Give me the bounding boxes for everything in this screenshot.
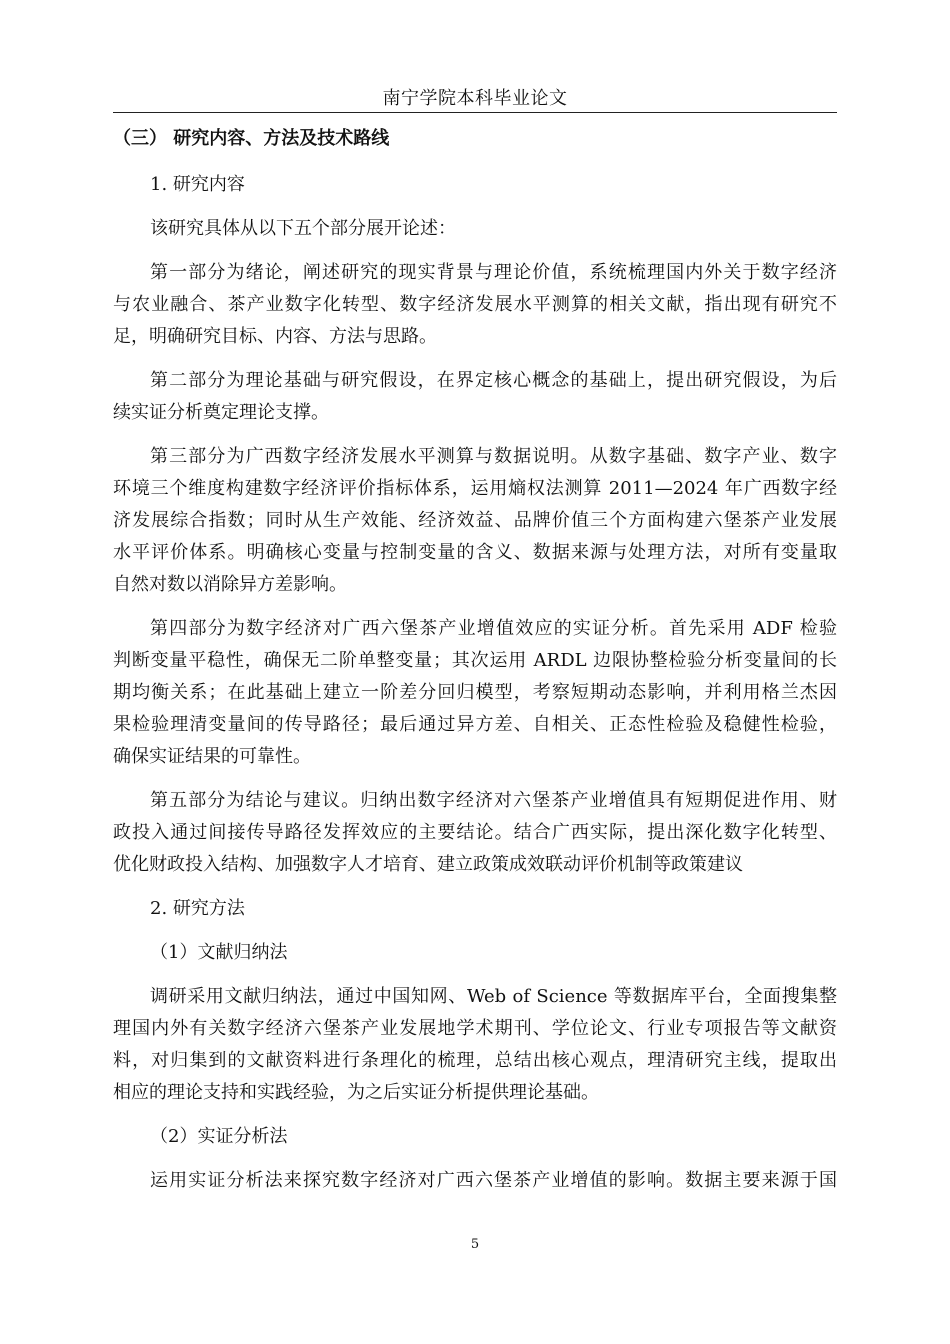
subheading-research-methods: 2. 研究方法 xyxy=(150,898,245,919)
paragraph-line: 与农业融合、茶产业数字化转型、数字经济发展水平测算的相关文献，指出现有研究不 xyxy=(113,294,837,315)
paragraph-line: 第一部分为绪论，阐述研究的现实背景与理论价值，系统梳理国内外关于数字经济 xyxy=(150,262,837,283)
intro-sentence: 该研究具体从以下五个部分展开论述： xyxy=(150,218,456,239)
paragraph-line: 环境三个维度构建数字经济评价指标体系，运用熵权法测算 2011—2024 年广西数字经 xyxy=(113,478,837,499)
section-heading: （三） 研究内容、方法及技术路线 xyxy=(113,128,390,149)
running-header: 南宁学院本科毕业论文 xyxy=(382,88,568,109)
paragraph-line: 调研采用文献归纳法，通过中国知网、Web of Science 等数据库平台，全面搜集整 xyxy=(150,986,837,1007)
paragraph-line: 自然对数以消除异方差影响。 xyxy=(113,574,347,595)
paragraph-line: 确保实证结果的可靠性。 xyxy=(113,746,311,767)
paragraph-line: 理国内外有关数字经济六堡茶产业发展地学术期刊、学位论文、行业专项报告等文献资 xyxy=(113,1018,837,1039)
paragraph-line: 足，明确研究目标、内容、方法与思路。 xyxy=(113,326,437,347)
paragraph-line: 期均衡关系；在此基础上建立一阶差分回归模型，考察短期动态影响，并利用格兰杰因 xyxy=(113,682,837,703)
subheading-research-content: 1. 研究内容 xyxy=(150,174,245,195)
paragraph-line: 判断变量平稳性，确保无二阶单整变量；其次运用 ARDL 边限协整检验分析变量间的长 xyxy=(113,650,837,671)
paragraph-line: 料，对归集到的文献资料进行条理化的梳理，总结出核心观点，理清研究主线，提取出 xyxy=(113,1050,837,1071)
paragraph-line: 政投入通过间接传导路径发挥效应的主要结论。结合广西实际，提出深化数字化转型、 xyxy=(113,822,837,843)
paragraph-line: 第二部分为理论基础与研究假设，在界定核心概念的基础上，提出研究假设，为后 xyxy=(150,370,837,391)
paragraph-line: 第五部分为结论与建议。归纳出数字经济对六堡茶产业增值具有短期促进作用、财 xyxy=(150,790,837,811)
page-number: 5 xyxy=(470,1237,480,1252)
subheading-empirical-method: （2）实证分析法 xyxy=(150,1126,288,1147)
paragraph-line: 续实证分析奠定理论支撑。 xyxy=(113,402,329,423)
paragraph-line: 水平评价体系。明确核心变量与控制变量的含义、数据来源与处理方法，对所有变量取 xyxy=(113,542,837,563)
paragraph-line: 第三部分为广西数字经济发展水平测算与数据说明。从数字基础、数字产业、数字 xyxy=(150,446,837,467)
paragraph-line: 第四部分为数字经济对广西六堡茶产业增值效应的实证分析。首先采用 ADF 检验 xyxy=(150,618,837,639)
paragraph-line: 运用实证分析法来探究数字经济对广西六堡茶产业增值的影响。数据主要来源于国 xyxy=(150,1170,837,1191)
paragraph-line: 果检验理清变量间的传导路径；最后通过异方差、自相关、正态性检验及稳健性检验， xyxy=(113,714,837,735)
header-divider xyxy=(113,112,837,113)
paragraph-line: 相应的理论支持和实践经验，为之后实证分析提供理论基础。 xyxy=(113,1082,599,1103)
subheading-literature-method: （1）文献归纳法 xyxy=(150,942,288,963)
paragraph-line: 济发展综合指数；同时从生产效能、经济效益、品牌价值三个方面构建六堡茶产业发展 xyxy=(113,510,837,531)
paragraph-line: 优化财政投入结构、加强数字人才培育、建立政策成效联动评价机制等政策建议 xyxy=(113,854,743,875)
